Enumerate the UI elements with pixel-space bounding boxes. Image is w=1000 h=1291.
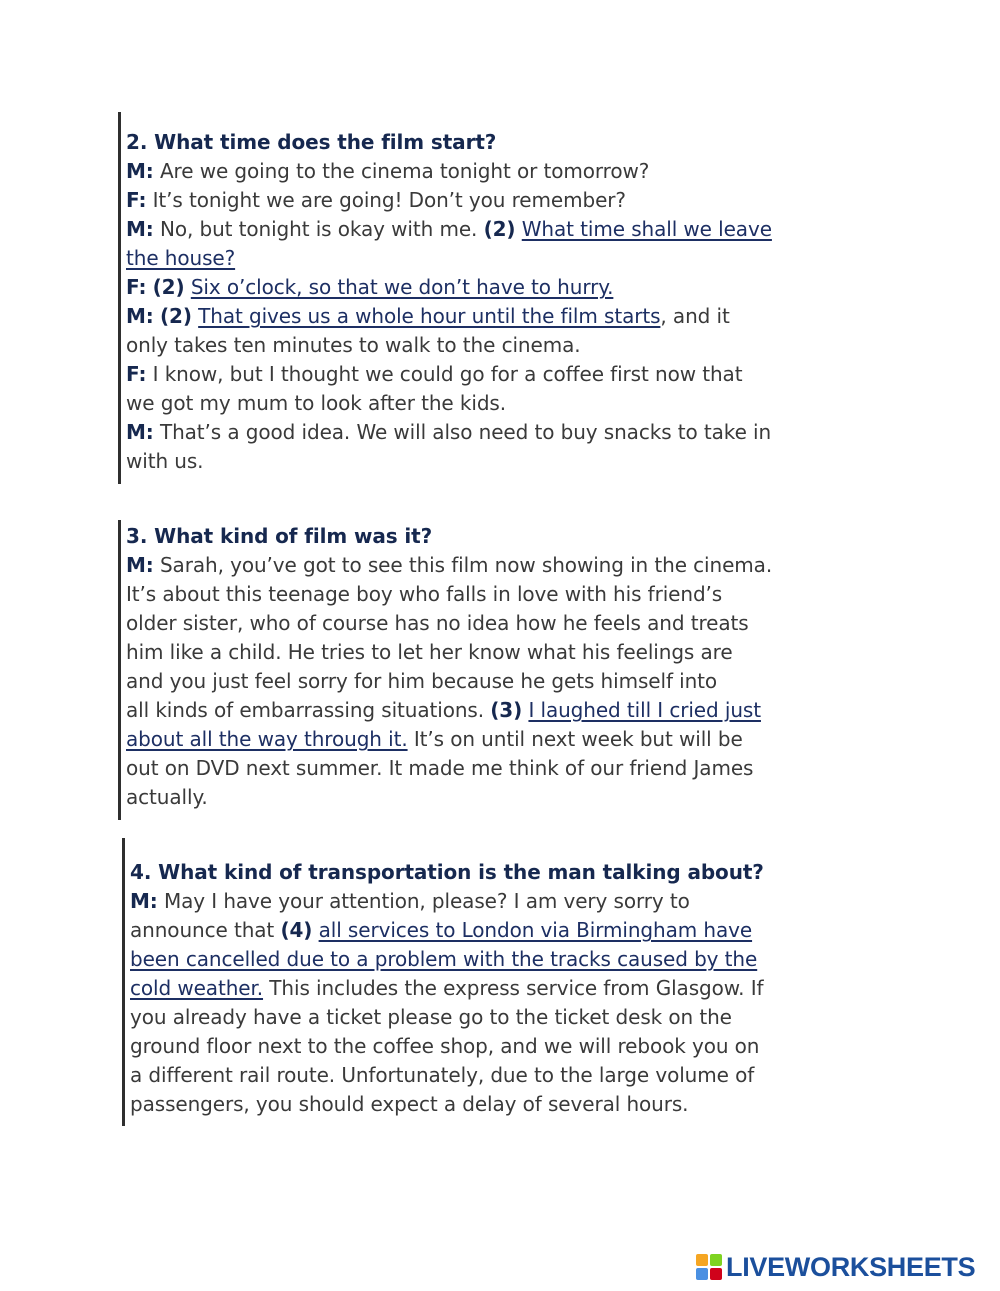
transcript-text: and you just feel sorry for him because he gets himself into: [126, 669, 718, 693]
section-bar: [118, 112, 121, 484]
transcript-text: a different rail route. Unfortunately, due to the large volume of: [130, 1063, 755, 1087]
speaker-label: M:: [130, 889, 158, 913]
transcript-text: This includes the express service from Glasgow. If: [263, 976, 764, 1000]
transcript-line: [130, 974, 882, 1003]
speaker-label: M:: [126, 217, 154, 241]
question-title: 2. What time does the film start?: [126, 130, 497, 154]
transcript-text: we got my mum to look after the kids.: [126, 391, 506, 415]
transcript-text: you already have a ticket please go to the ticket desk on the: [130, 1005, 732, 1029]
answer-highlight: the house?: [126, 246, 236, 270]
transcript-line: [126, 302, 878, 331]
section-content: [118, 112, 878, 476]
transcript-line: [126, 667, 878, 696]
transcript-text: all kinds of embarrassing situations.: [126, 698, 491, 722]
answer-highlight: all services to London via Birmingham have: [318, 918, 753, 942]
transcript-line: [130, 887, 882, 916]
question-number: (2): [152, 275, 185, 299]
section-bar: [122, 838, 125, 1126]
transcript-text: with us.: [126, 449, 204, 473]
question-number: (2): [159, 304, 192, 328]
transcript-line: [126, 418, 878, 447]
transcript-line: [126, 783, 878, 812]
transcript-text: only takes ten minutes to walk to the cinema.: [126, 333, 581, 357]
transcript-text: Are we going to the cinema tonight or tomorrow?: [153, 159, 650, 183]
transcript-line: [126, 609, 878, 638]
transcript-text: actually.: [126, 785, 208, 809]
transcript-line: [126, 725, 878, 754]
logo-square: [710, 1254, 722, 1266]
transcript-line: [126, 360, 878, 389]
answer-highlight: I laughed till I cried just: [528, 698, 761, 722]
transcript-text: It’s about this teenage boy who falls in love with his friend’s: [126, 582, 723, 606]
transcript-line: [126, 754, 878, 783]
transcript-line: [130, 1061, 882, 1090]
logo-text: LIVEWORKSHEETS: [726, 1251, 976, 1282]
transcript-text: , and it: [660, 304, 730, 328]
speaker-label: M:: [126, 553, 154, 577]
liveworksheets-logo[interactable]: [696, 1250, 975, 1284]
speaker-label: M:: [126, 304, 154, 328]
answer-highlight: cold weather.: [130, 976, 264, 1000]
transcript-line: [130, 945, 882, 974]
transcript-text: Sarah, you’ve got to see this film now showing in the cinema.: [153, 553, 773, 577]
question-number: (4): [280, 918, 313, 942]
transcript-text: passengers, you should expect a delay of several hours.: [130, 1092, 689, 1116]
transcript-text: him like a child. He tries to let her know what his feelings are: [126, 640, 733, 664]
answer-highlight: been cancelled due to a problem with the tracks caused by the: [130, 947, 758, 971]
answer-highlight: What time shall we leave: [521, 217, 772, 241]
transcript-text: No, but tonight is okay with me.: [153, 217, 484, 241]
transcript-line: [130, 1090, 882, 1119]
transcript-line: [126, 447, 878, 476]
answer-highlight: about all the way through it.: [126, 727, 408, 751]
speaker-label: M:: [126, 159, 154, 183]
section-content: [118, 520, 878, 812]
transcript-line: [126, 157, 878, 186]
speaker-label: F:: [126, 275, 147, 299]
speaker-label: M:: [126, 420, 154, 444]
transcript-text: ground floor next to the coffee shop, and we will rebook you on: [130, 1034, 760, 1058]
question-title: 4. What kind of transportation is the man talking about?: [130, 860, 764, 884]
section-question-2: [118, 112, 878, 484]
transcript-line: [126, 215, 878, 244]
transcript-line: [126, 389, 878, 418]
transcript-text: It’s on until next week but will be: [407, 727, 743, 751]
section-content: [122, 838, 882, 1119]
transcript-line: [130, 1032, 882, 1061]
question-number: (2): [483, 217, 516, 241]
transcript-lines: [130, 887, 882, 1119]
logo-square: [696, 1254, 708, 1266]
section-question-3: [118, 520, 878, 820]
transcript-lines: [126, 551, 878, 812]
transcript-line: [126, 696, 878, 725]
transcript-lines: [126, 157, 878, 476]
question-title: 3. What kind of film was it?: [126, 524, 433, 548]
question-number: (3): [490, 698, 523, 722]
transcript-text: May I have your attention, please? I am very sorry to: [157, 889, 690, 913]
logo-square: [710, 1268, 722, 1280]
answer-highlight: Six o’clock, so that we don’t have to hurry.: [190, 275, 614, 299]
liveworksheets-logo-icon: [696, 1254, 722, 1280]
transcript-text: I know, but I thought we could go for a coffee first now that: [146, 362, 743, 386]
transcript-text: out on DVD next summer. It made me think of our friend James: [126, 756, 754, 780]
transcript-line: [126, 331, 878, 360]
transcript-line: [126, 580, 878, 609]
transcript-line: [126, 551, 878, 580]
transcript-line: [126, 273, 878, 302]
transcript-line: [130, 916, 882, 945]
transcript-line: [126, 244, 878, 273]
transcript-line: [126, 186, 878, 215]
answer-highlight: That gives us a whole hour until the film starts: [198, 304, 661, 328]
transcript-text: older sister, who of course has no idea how he feels and treats: [126, 611, 749, 635]
section-question-4: [122, 838, 882, 1126]
speaker-label: F:: [126, 188, 147, 212]
section-bar: [118, 520, 121, 820]
transcript-line: [126, 638, 878, 667]
speaker-label: F:: [126, 362, 147, 386]
transcript-text: It’s tonight we are going! Don’t you remember?: [146, 188, 626, 212]
transcript-text: announce that: [130, 918, 281, 942]
logo-square: [696, 1268, 708, 1280]
transcript-line: [130, 1003, 882, 1032]
transcript-text: That’s a good idea. We will also need to buy snacks to take in: [153, 420, 772, 444]
